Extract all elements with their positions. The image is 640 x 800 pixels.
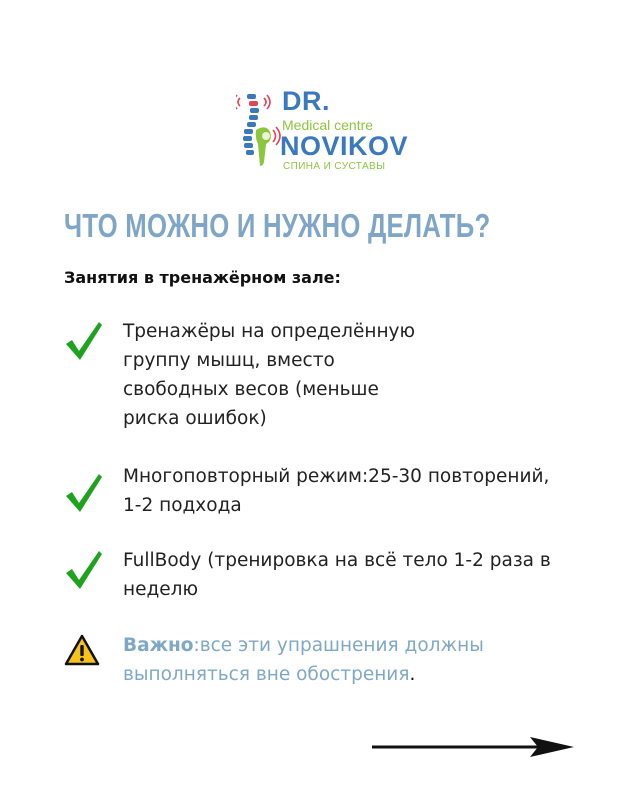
note-line: :все эти упрашнения должны xyxy=(193,635,484,656)
list-item-text xyxy=(123,317,415,433)
list-item xyxy=(64,462,584,522)
note-line: выполняться вне обострения xyxy=(123,664,410,685)
list-item xyxy=(64,546,584,606)
logo-dr-text: DR. xyxy=(282,86,330,116)
list-item-line: Многоповторный режим:25-30 повторений, xyxy=(123,466,550,487)
next-arrow-icon[interactable] xyxy=(372,734,576,760)
spine-logo-icon xyxy=(236,86,282,178)
list-item-line: группу мышц, вместо xyxy=(123,350,335,371)
important-note xyxy=(64,631,584,691)
note-period: . xyxy=(409,664,416,685)
list-item-line: FullBody (тренировка на всё тело 1-2 раза в xyxy=(123,550,551,571)
list-item-text xyxy=(123,462,549,520)
list-item-text xyxy=(123,546,551,604)
logo xyxy=(236,86,416,176)
logo-novikov-text: NOVIKOV xyxy=(280,131,409,161)
list-item-line: свободных весов (меньше xyxy=(123,379,379,400)
logo-tagline: СПИНА И СУСТАВЫ xyxy=(283,161,386,172)
list-item-line: Тренажёры на определённую xyxy=(123,321,416,342)
list-item-line: неделю xyxy=(123,579,199,600)
warning-icon xyxy=(64,634,100,666)
list-item-line: риска ошибок) xyxy=(123,408,267,429)
note-text xyxy=(123,631,484,689)
list-item xyxy=(64,317,584,437)
note-important-label: Важно xyxy=(123,635,194,656)
list-item-line: 1-2 подхода xyxy=(123,495,242,516)
check-icon xyxy=(64,320,104,362)
page-title: ЧТО МОЖНО И НУЖНО ДЕЛАТЬ? xyxy=(64,207,491,244)
section-subtitle: Занятия в тренажёрном зале: xyxy=(64,268,341,287)
check-icon xyxy=(64,472,104,514)
logo-medical-centre-text: Medical centre xyxy=(282,117,374,133)
check-icon xyxy=(64,549,104,591)
